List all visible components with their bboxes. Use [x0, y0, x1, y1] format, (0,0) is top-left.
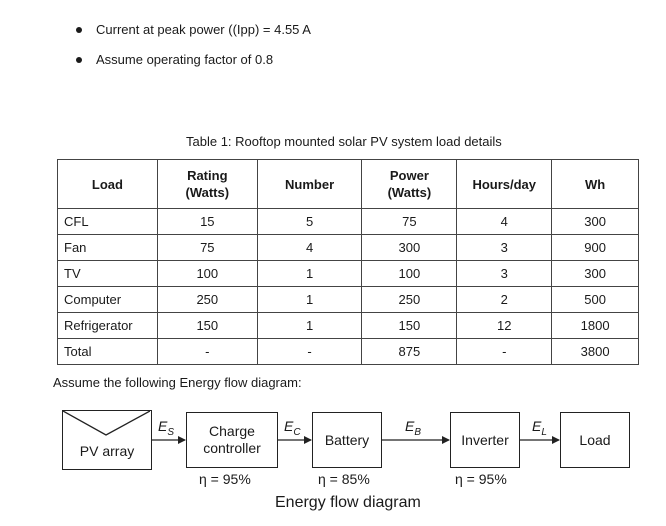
cell-wh: 500 — [552, 287, 639, 313]
cell-number: - — [257, 339, 362, 365]
eb-main: E — [405, 418, 415, 434]
cell-load: Fan — [58, 235, 158, 261]
header-number: Number — [257, 160, 362, 209]
cell-load: CFL — [58, 209, 158, 235]
cell-number: 5 — [257, 209, 362, 235]
pv-array-envelope-icon — [63, 411, 150, 468]
cell-wh: 300 — [552, 261, 639, 287]
es-sub: S — [167, 426, 175, 438]
bullet-text: Assume operating factor of 0.8 — [96, 52, 274, 67]
table-caption: Table 1: Rooftop mounted solar PV system load details — [186, 134, 502, 149]
es-main: E — [158, 418, 168, 434]
cell-power: 100 — [362, 261, 457, 287]
cell-load: TV — [58, 261, 158, 287]
charge-controller-box — [186, 412, 278, 468]
inverter-label: Inverter — [461, 431, 509, 448]
cell-power: 875 — [362, 339, 457, 365]
eb-sub: B — [414, 426, 422, 438]
cell-wh: 3800 — [552, 339, 639, 365]
efficiency-charge-controller: η = 95% — [199, 471, 251, 487]
cell-number: 4 — [257, 235, 362, 261]
flow-intro-text: Assume the following Energy flow diagram: — [53, 375, 302, 390]
cell-load: Computer — [58, 287, 158, 313]
cell-load: Total — [58, 339, 158, 365]
cell-hours: 4 — [457, 209, 552, 235]
cell-rating: 100 — [157, 261, 257, 287]
ec-main: E — [284, 418, 294, 434]
cell-number: 1 — [257, 261, 362, 287]
cell-hours: - — [457, 339, 552, 365]
header-power-line2: (Watts) — [387, 185, 432, 200]
header-wh: Wh — [552, 160, 639, 209]
el-sub: L — [541, 426, 547, 438]
cell-wh: 1800 — [552, 313, 639, 339]
battery-box — [312, 412, 382, 468]
load-label: Load — [579, 431, 611, 448]
cell-number: 1 — [257, 313, 362, 339]
cell-rating: 15 — [157, 209, 257, 235]
energy-label-el — [532, 418, 547, 438]
el-main: E — [532, 418, 542, 434]
efficiency-inverter: η = 95% — [455, 471, 507, 487]
charge-controller-line2: controller — [203, 440, 261, 456]
pv-array-box — [62, 410, 152, 470]
energy-label-ec — [284, 418, 301, 438]
battery-label: Battery — [324, 431, 370, 448]
cell-rating: 250 — [157, 287, 257, 313]
cell-power: 300 — [362, 235, 457, 261]
cell-power: 250 — [362, 287, 457, 313]
cell-hours: 2 — [457, 287, 552, 313]
cell-power: 75 — [362, 209, 457, 235]
diagram-caption: Energy flow diagram — [275, 494, 421, 511]
ec-sub: C — [293, 426, 301, 438]
inverter-box — [450, 412, 520, 468]
header-power-line1: Power — [389, 168, 429, 183]
cell-hours: 3 — [457, 235, 552, 261]
pv-array-label: PV array — [79, 443, 135, 459]
bullet-text: Current at peak power ((Ipp) = 4.55 A — [96, 22, 311, 37]
header-rating-line2: (Watts) — [185, 185, 230, 200]
cell-load: Refrigerator — [58, 313, 158, 339]
energy-label-eb — [405, 418, 421, 438]
cell-power: 150 — [362, 313, 457, 339]
header-load: Load — [58, 160, 158, 209]
header-rating-line1: Rating — [187, 168, 228, 183]
efficiency-battery: η = 85% — [318, 471, 370, 487]
cell-rating: - — [157, 339, 257, 365]
cell-wh: 300 — [552, 209, 639, 235]
cell-rating: 150 — [157, 313, 257, 339]
cell-rating: 75 — [157, 235, 257, 261]
cell-hours: 12 — [457, 313, 552, 339]
cell-hours: 3 — [457, 261, 552, 287]
cell-number: 1 — [257, 287, 362, 313]
energy-label-es — [158, 418, 174, 438]
charge-controller-line1: Charge — [209, 423, 255, 439]
load-box — [560, 412, 630, 468]
cell-wh: 900 — [552, 235, 639, 261]
header-hours: Hours/day — [457, 160, 552, 209]
